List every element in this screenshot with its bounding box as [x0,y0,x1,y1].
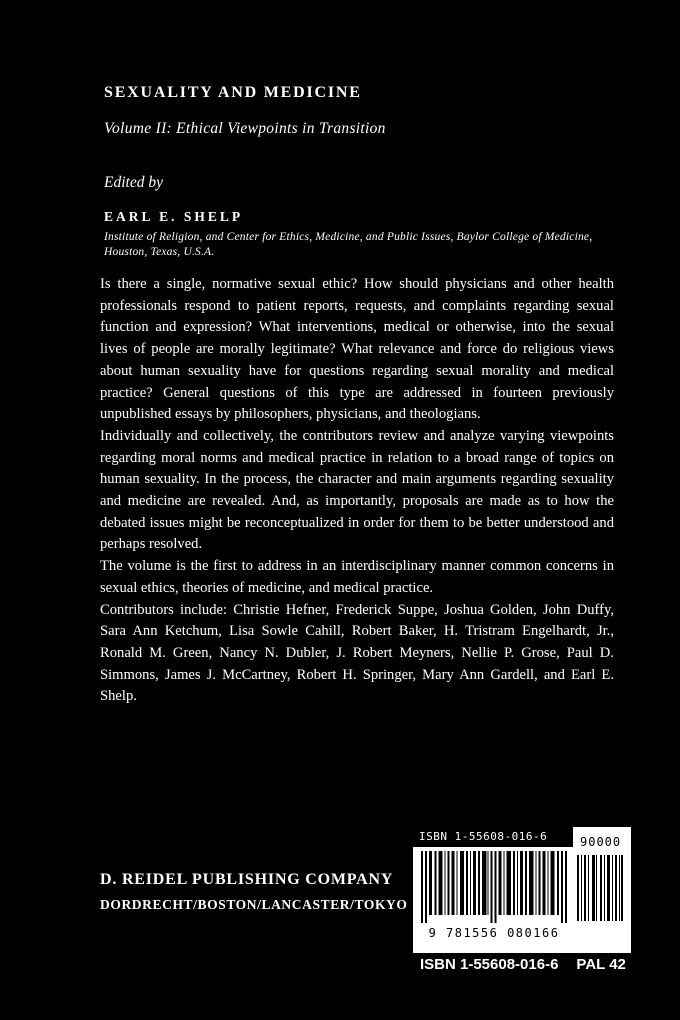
ean-addon-barcode-icon [577,855,623,921]
blurb-paragraph: Contributors include: Christie Hefner, Frederick Suppe, Joshua Golden, John Duffy, Sara Ann Ketchum, Lisa Sowle Cahill, Robert Baker, H. Tristram Engelhardt, Jr., Ronald M. Green, Nancy N. Dubler, J. Robert Meyners, Nellie P. Grose, Paul D. Simmons, James J. McCartney, Robert H. Springer, Mary Ann Gardell, and Earl E. Shelp. [100,601,614,705]
ean-barcode-icon [421,851,569,923]
book-subtitle: Volume II: Ethical Viewpoints in Transition [104,120,386,137]
blurb-paragraph: The volume is the first to address in an interdisciplinary manner common concerns in sexual ethics, theories of medicine, and medical practice. [100,558,614,596]
blurb-paragraph: Is there a single, normative sexual ethic? How should physicians and other health professionals respond to patient reports, requests, and complaints regarding sexual function and expression? What interventions, medical or otherwise, into the sexual lives of people are morally legitimate? What relevance and force do religious views about human sexuality have for questions regarding sexual morality and medical practice? General questions of this type are addressed in fourteen previously unpublished essays by philosophers, physicians, and theologians. [100,276,614,423]
edited-by-label: Edited by [104,174,163,191]
barcode-panel [413,827,631,953]
publisher-name: D. REIDEL PUBLISHING COMPANY [100,871,394,888]
blurb-paragraph: Individually and collectively, the contributors review and analyze varying viewpoints regarding moral norms and medical practice in relation to a broad range of topics on human sexuality. In the process, the character and main arguments regarding sexuality and medicine are revealed. And, as importantly, proposals are made as to how the debated issues might be reconceptualized in order for them to be better understood and perhaps resolved. [100,427,614,553]
footer-isbn-number: ISBN 1-55608-016-6 [420,956,559,973]
editor-affiliation: Institute of Religion, and Center for Ethics, Medicine, and Public Issues, Baylor College of Medicine, Houston, Texas, U.S.A. [104,231,593,258]
masthead [104,84,619,259]
publisher-block [100,871,408,913]
barcode-addon-code: 90000 [580,835,622,849]
back-cover-blurb [100,274,614,708]
book-title: SEXUALITY AND MEDICINE [104,84,362,101]
footer-pal-code: PAL 42 [576,956,626,973]
editor-name: EARL E. SHELP [104,209,244,224]
barcode-ean-digits: 9 781556 080166 [428,926,560,940]
publisher-cities: DORDRECHT/BOSTON/LANCASTER/TOKYO [100,897,408,912]
footer-isbn-line [420,956,626,973]
barcode-isbn-label: ISBN 1-55608-016-6 [413,827,573,847]
